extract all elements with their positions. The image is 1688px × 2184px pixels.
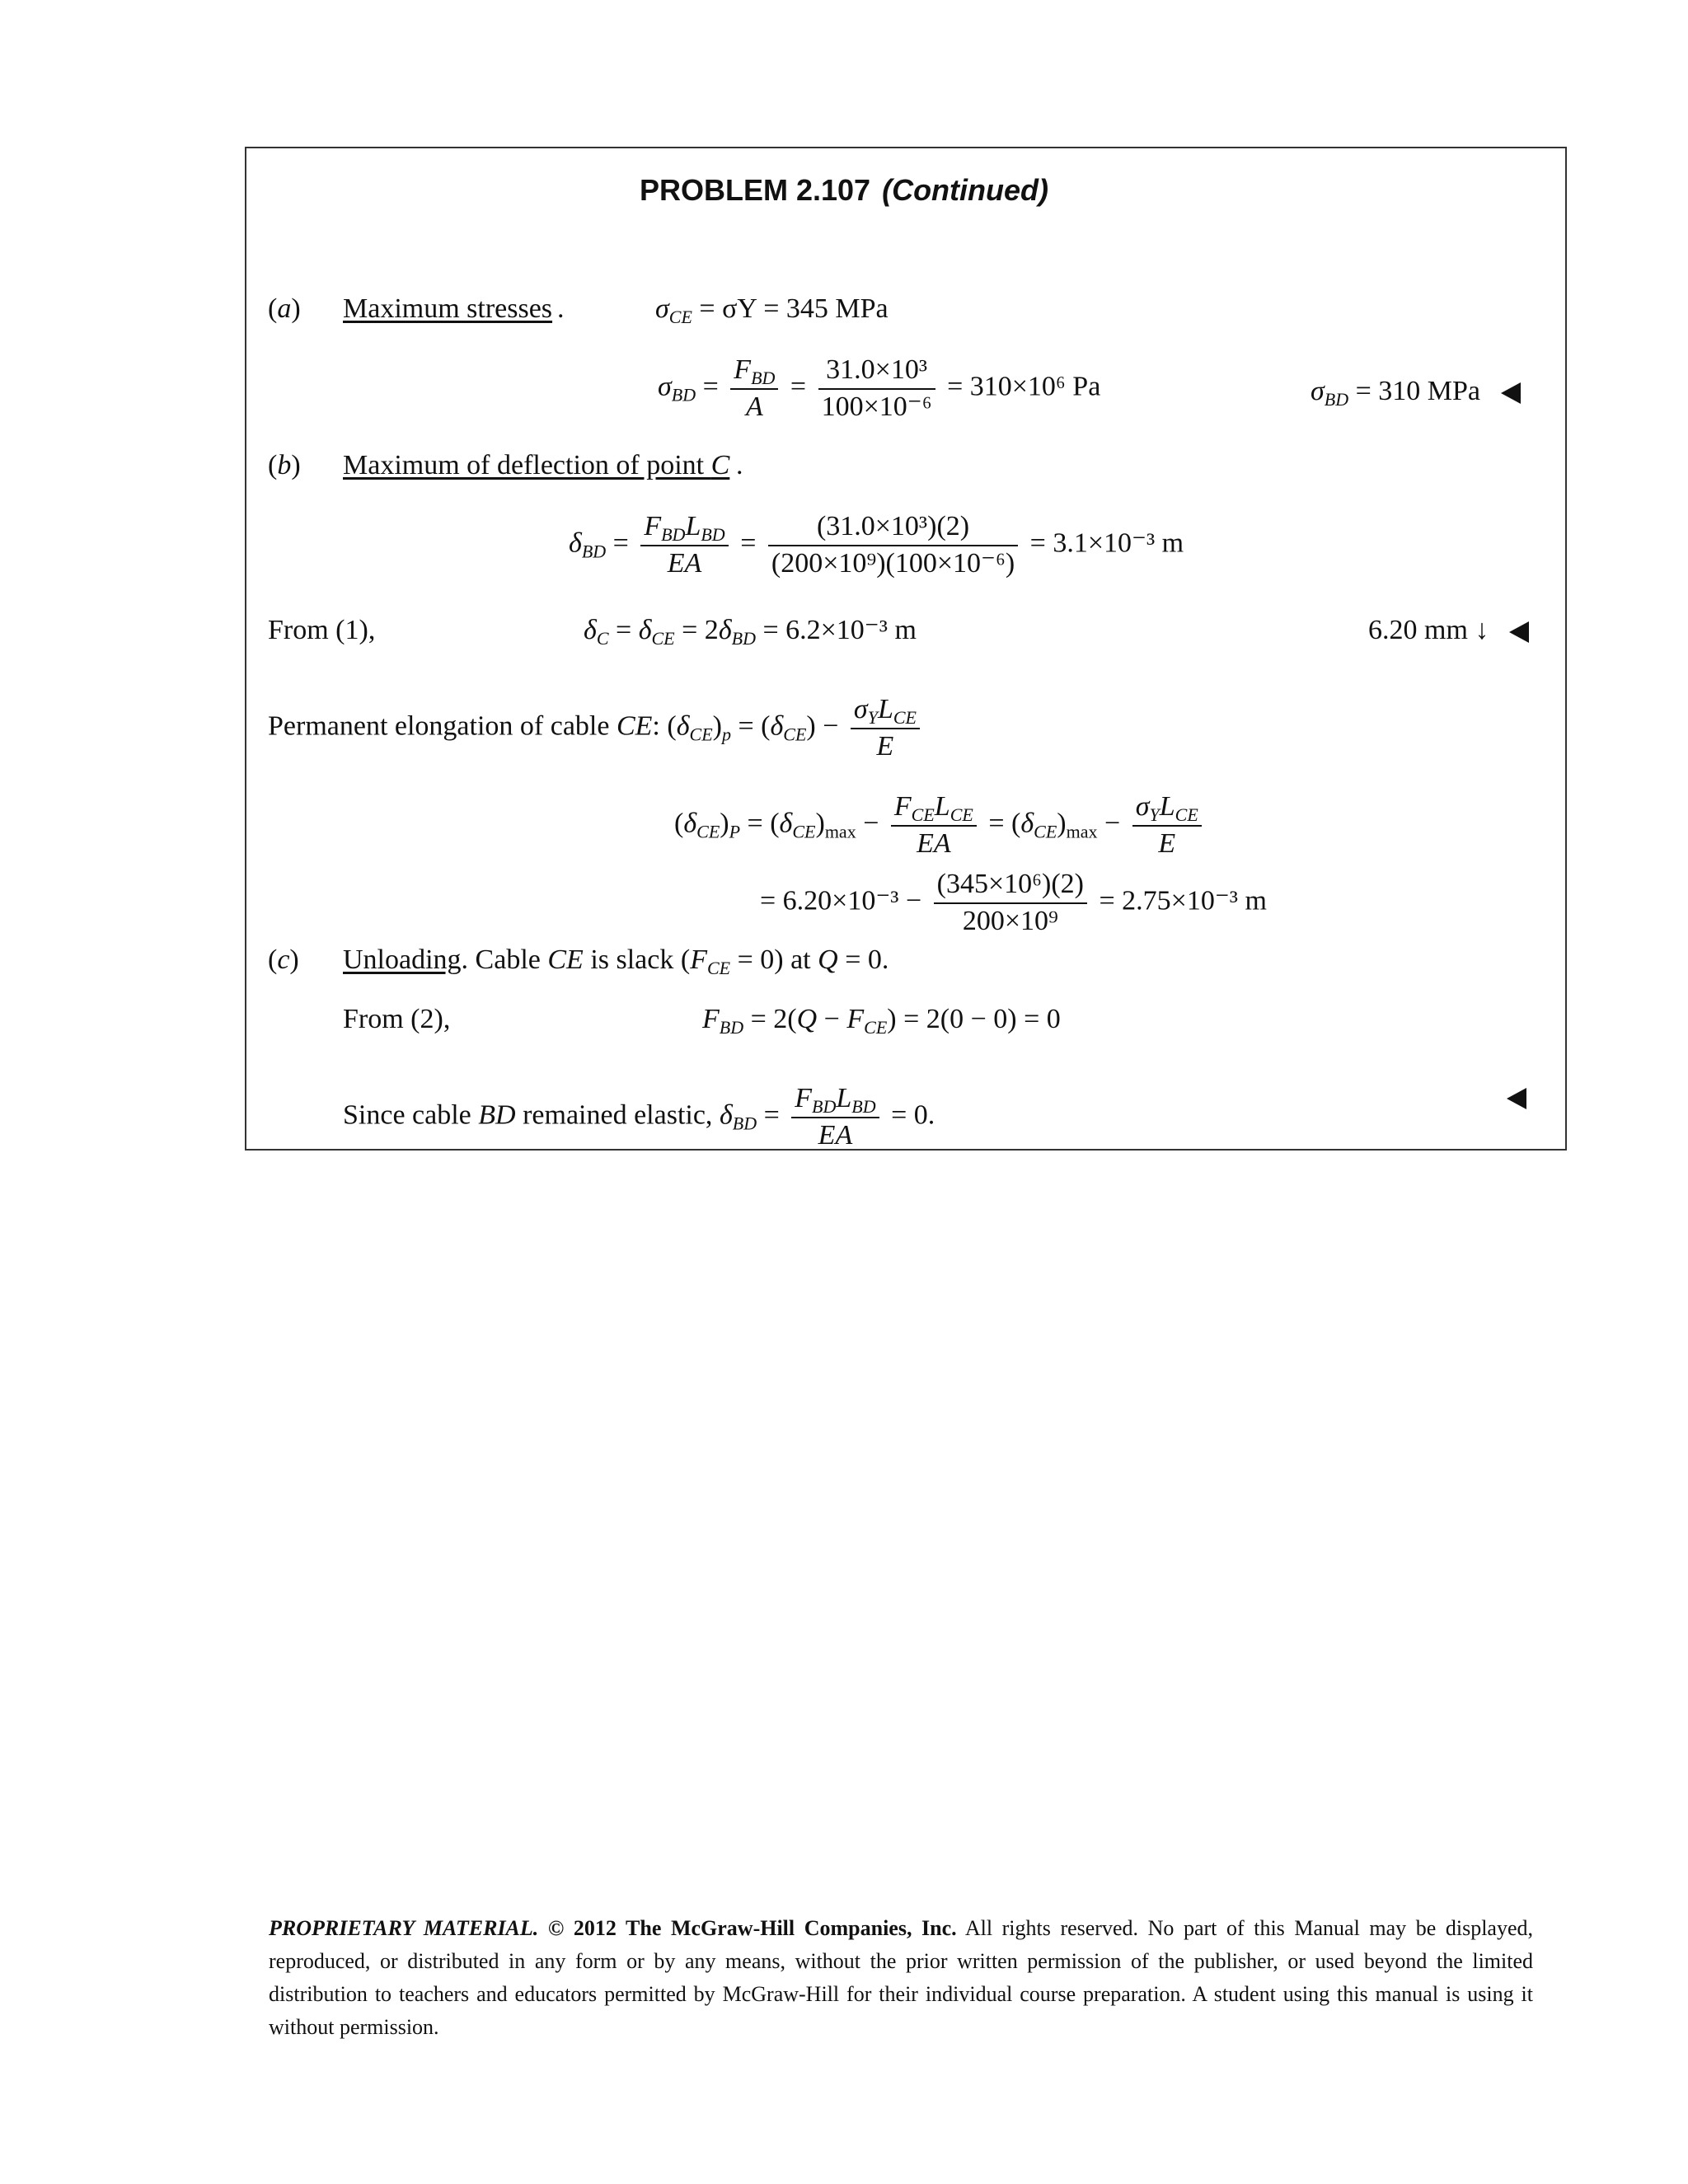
permanent-elongation-equation: Permanent elongation of cable CE: $(\delta_{CE})_p = (\delta_{CE})$ − $\frac{\sigma_YL_{CE}}{E}$	[268, 692, 925, 764]
problem-number: PROBLEM 2.107	[639, 173, 871, 207]
since-cable-statement: Since cable BD remained elastic, $\delta_{BD}$ = $\frac{F_{BD}L_{BD}}{EA}$ = 0.	[343, 1081, 935, 1153]
from-2-label: From (2),	[343, 1004, 451, 1034]
copyright-footer	[269, 1912, 1533, 2044]
page-title	[0, 173, 1688, 208]
part-c-statement: Unloading. Cable CE is slack $(F_{CE} = 0)$ at Q = 0.	[343, 944, 889, 979]
permanent-elongation-expanded: $(\delta_{CE})_P = (\delta_{CE})_{max}$ − $\frac{F_{CE}L_{CE}}{EA}$ = $(\delta_{CE})_{max}$ − $\frac{\sigma_YL_{CE}}{E}$	[674, 790, 1207, 861]
part-b-heading-period: .	[736, 450, 743, 480]
permanent-elongation-result: = 6.20×10⁻³ − $\frac{\text{(345×10⁶)(2)}}{\text{200×10⁹}}$ = 2.75×10⁻³ m	[760, 867, 1267, 939]
answer-marker-icon	[1507, 1088, 1526, 1109]
part-a-heading: Maximum stresses	[343, 293, 553, 324]
delta-c-equation: $\delta_C = \delta_{CE} = 2\delta_{BD} = 6.2\times 10^{-3}$ m	[584, 615, 917, 649]
sigma-bd-numeric-fraction: $\frac{\text{31.0×10³}}{\text{100×10⁻⁶}}$	[818, 353, 935, 424]
fbd-equation: $F_{BD} = 2(Q - F_{CE}) = 2(0 - 0) = 0$	[702, 1004, 1061, 1038]
perm-numeric-fraction: $\frac{\text{(345×10⁶)(2)}}{\text{200×10⁹}}$	[934, 867, 1087, 939]
delta-bd-numeric-fraction: $\frac{\text{(31.0×10³)(2)}}{\text{(200×10⁹)(100×10⁻⁶)}}$	[768, 509, 1018, 581]
fce-lce-over-ea-fraction: $\frac{F_{CE}L_{CE}}{EA}$	[891, 790, 977, 861]
delta-bd-equation: $\delta_{BD}$ = $\frac{F_{BD}L_{BD}}{EA}$ = $\frac{\text{(31.0×10³)(2)}}{\text{(200×10⁹)(100×10⁻⁶)}}$ = 3.1×10⁻³ m	[569, 509, 1184, 581]
fl-over-ea-fraction: $\frac{F_{BD}L_{BD}}{EA}$	[640, 509, 728, 581]
sigma-bd-equation: $\sigma_{BD}$ = $\frac{F_{BD}}{A}$ = $\frac{\text{31.0×10³}}{\text{100×10⁻⁶}}$ = 310×10⁶ Pa	[658, 353, 1100, 424]
footer-body: All rights reserved. No part of this Manual may be displayed, reproduced, or distributed in any form or by any means, without the prior written permission of the publisher, or used beyond the limited distribution to teachers and educators permitted by McGraw-Hill for their individual course preparation. A student using this manual is using it without permission.	[269, 1916, 1534, 2039]
part-c-label: (c)	[268, 944, 299, 975]
delta-c-answer: 6.20 mm ↓	[1368, 616, 1529, 644]
fbd-over-a-fraction: $\frac{F_{BD}}{A}$	[730, 353, 778, 424]
final-answer-marker	[1507, 1083, 1526, 1111]
from-1-label: From (1),	[268, 615, 376, 645]
part-b-label: (b)	[268, 450, 301, 480]
sigma-bd-answer: $\sigma_{BD} = 310$ MPa	[1311, 377, 1521, 405]
part-a-heading-period: .	[557, 293, 565, 324]
continued-label: (Continued)	[882, 173, 1049, 207]
footer-copyright: © 2012 The McGraw-Hill Companies, Inc.	[547, 1916, 957, 1940]
sigma-y-lce-over-e-fraction: $\frac{\sigma_YL_{CE}}{E}$	[1132, 790, 1202, 861]
footer-lead: PROPRIETARY MATERIAL.	[269, 1916, 539, 1940]
answer-marker-icon	[1501, 382, 1521, 404]
answer-marker-icon	[1509, 621, 1529, 643]
final-fraction: $\frac{F_{BD}L_{BD}}{EA}$	[791, 1081, 879, 1153]
part-b-heading: Maximum of deflection of point C	[343, 450, 730, 480]
sigma-l-over-e-fraction: $\frac{\sigma_YL_{CE}}{E}$	[851, 692, 920, 764]
sigma-ce-equation: $\sigma_{CE} = \sigma Y = 345$ MPa	[655, 293, 889, 328]
part-a-label: (a)	[268, 293, 301, 324]
